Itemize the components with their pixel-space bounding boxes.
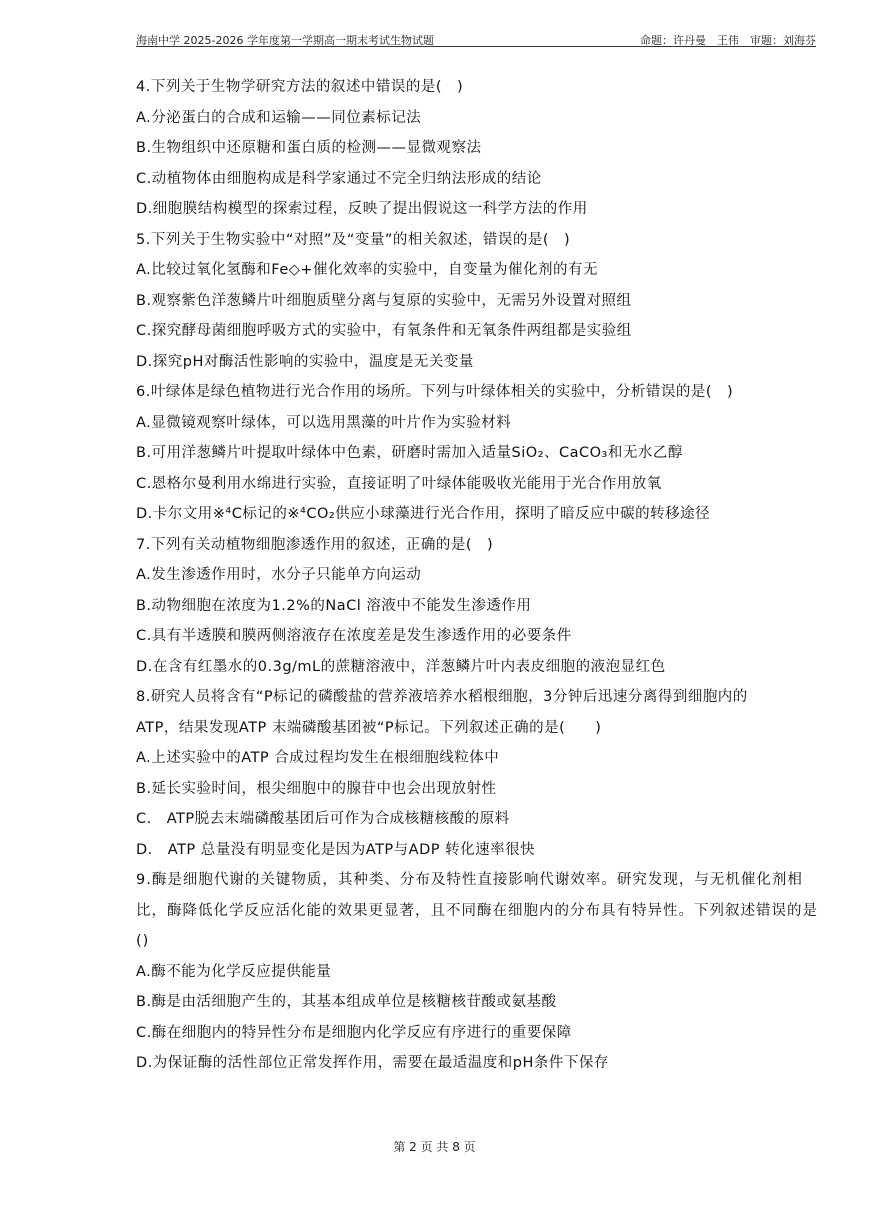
question-9-option-b: B.酶是由活细胞产生的，其基本组成单位是核糖核苷酸或氨基酸 bbox=[136, 994, 557, 1010]
question-7-stem: 7.下列有关动植物细胞渗透作用的叙述，正确的是( ) bbox=[136, 536, 494, 553]
question-8-option-c: C. ATP脱去末端磷酸基团后可作为合成核糖核酸的原料 bbox=[136, 811, 510, 827]
question-7-option-b: B.动物细胞在浓度为1.2%的NaCl 溶液中不能发生渗透作用 bbox=[136, 597, 532, 614]
header-divider bbox=[136, 46, 816, 47]
question-8-option-d: D. ATP 总量没有明显变化是因为ATP与ADP 转化速率很快 bbox=[136, 841, 536, 858]
page-header bbox=[136, 28, 816, 48]
question-6-stem: 6.叶绿体是绿色植物进行光合作用的场所。下列与叶绿体相关的实验中，分析错误的是( ) bbox=[136, 384, 734, 400]
question-7-option-d: D.在含有红墨水的0.3g/mL的蔗糖溶液中，洋葱鳞片叶内表皮细胞的液泡显红色 bbox=[136, 658, 666, 675]
question-5-option-a: A.比较过氧化氢酶和Fe◇+催化效率的实验中，自变量为催化剂的有无 bbox=[136, 262, 599, 278]
question-4-option-c: C.动植物体由细胞构成是科学家通过不完全归纳法形成的结论 bbox=[136, 170, 542, 187]
author-credits: 命题：许丹曼 王伟 审题：刘海芬 bbox=[640, 34, 816, 47]
question-4-option-d: D.细胞膜结构模型的探索过程，反映了提出假说这一科学方法的作用 bbox=[136, 201, 588, 217]
question-4-option-b: B.生物组织中还原糖和蛋白质的检测——显微观察法 bbox=[136, 140, 482, 156]
question-9-option-d: D.为保证酶的活性部位正常发挥作用，需要在最适温度和pH条件下保存 bbox=[136, 1055, 609, 1071]
question-6-option-a: A.显微镜观察叶绿体，可以选用黑藻的叶片作为实验材料 bbox=[136, 414, 512, 431]
question-7-option-c: C.具有半透膜和膜两侧溶液存在浓度差是发生渗透作用的必要条件 bbox=[136, 628, 572, 644]
exam-title: 海南中学 2025-2026 学年度第一学期高一期末考试生物试题 bbox=[136, 34, 434, 47]
question-8-stem-line-1: 8.研究人员将含有“P标记的磷酸盐的营养液培养水稻根细胞，3分钟后迅速分离得到细胞内的 bbox=[136, 689, 748, 705]
question-list bbox=[136, 72, 820, 1079]
question-5-option-b: B.观察紫色洋葱鳞片叶细胞质壁分离与复原的实验中，无需另外设置对照组 bbox=[136, 292, 632, 309]
question-7-option-a: A.发生渗透作用时，水分子只能单方向运动 bbox=[136, 567, 422, 583]
question-8-stem-line-2: ATP，结果发现ATP 末端磷酸基团被“P标记。下列叙述正确的是( ) bbox=[136, 719, 602, 736]
question-4-option-a: A.分泌蛋白的合成和运输——同位素标记法 bbox=[136, 109, 422, 126]
question-4-stem: 4.下列关于生物学研究方法的叙述中错误的是( ) bbox=[136, 79, 464, 95]
question-8-option-b: B.延长实验时间，根尖细胞中的腺苷中也会出现放射性 bbox=[136, 780, 497, 797]
question-5-option-c: C.探究酵母菌细胞呼吸方式的实验中，有氧条件和无氧条件两组都是实验组 bbox=[136, 323, 632, 339]
question-6-option-d: D.卡尔文用※⁴C标记的※⁴CO₂供应小球藻进行光合作用，探明了暗反应中碳的转移途径 bbox=[136, 506, 711, 522]
page-number: 第 2 页 共 8 页 bbox=[393, 1140, 476, 1154]
question-8-option-a: A.上述实验中的ATP 合成过程均发生在根细胞线粒体中 bbox=[136, 750, 500, 766]
question-9-option-a: A.酶不能为化学反应提供能量 bbox=[136, 963, 332, 980]
question-9-stem: 9.酶是细胞代谢的关键物质，其种类、分布及特性直接影响代谢效率。研究发现，与无机催化剂相比，酶降低化学反应活化能的效果更显著，且不同酶在细胞内的分布具有特异性。下列叙述错误的是() bbox=[136, 872, 818, 949]
question-9-option-c: C.酶在细胞内的特异性分布是细胞内化学反应有序进行的重要保障 bbox=[136, 1024, 572, 1041]
question-5-stem: 5.下列关于生物实验中“对照”及“变量”的相关叙述，错误的是( ) bbox=[136, 231, 571, 248]
question-6-option-b: B.可用洋葱鳞片叶提取叶绿体中色素，研磨时需加入适量SiO₂、CaCO₃和无水乙醇 bbox=[136, 445, 683, 461]
question-6-option-c: C.恩格尔曼利用水绵进行实验，直接证明了叶绿体能吸收光能用于光合作用放氧 bbox=[136, 475, 662, 492]
question-5-option-d: D.探究pH对酶活性影响的实验中，温度是无关变量 bbox=[136, 353, 474, 370]
